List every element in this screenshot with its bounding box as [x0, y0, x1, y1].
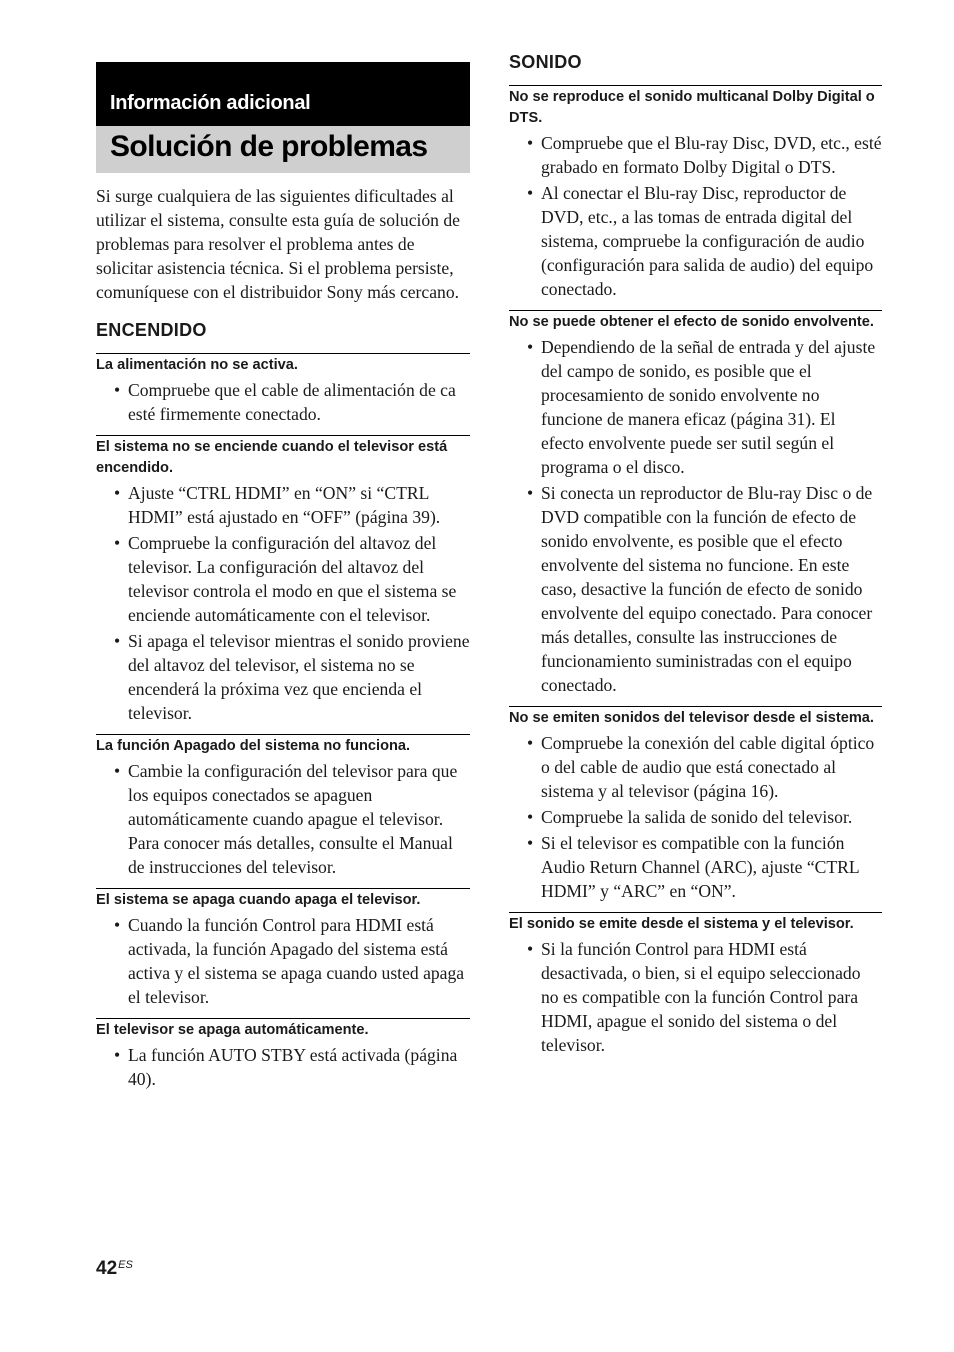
page-number [96, 1258, 133, 1280]
problem-block [509, 912, 882, 1057]
left-column [96, 62, 470, 1100]
solution-item: • Si la función Control para HDMI está desactivada, o bien, si el equipo seleccionado no es compatible con la función Control para HDMI, apague el sonido del sistema o del televisor. [509, 937, 882, 1057]
solution-item: • Compruebe la conexión del cable digital óptico o del cable de audio que está conectado al sistema y al televisor (página 16). [509, 731, 882, 803]
solution-item: • Cambie la configuración del televisor para que los equipos conectados se apaguen automáticamente cuando apague el televisor. Para conocer más detalles, consulte el Manual de instrucciones del televisor. [96, 759, 470, 879]
solution-item: • Si conecta un reproductor de Blu-ray Disc o de DVD compatible con la función de efecto de sonido envolvente, es posible que el efecto envolvente del sistema no funcione. En este caso, desactive la función de efecto de sonido envolvente del equipo conectado. Para conocer más detalles, consulte las instrucciones de funcionamiento suministradas con el equipo conectado. [509, 481, 882, 697]
page-number-value: 42 [96, 1258, 118, 1279]
problem-block [509, 86, 882, 301]
problem-question: No se reproduce el sonido multicanal Dolby Digital o DTS. [509, 89, 875, 126]
problem-question: El sistema se apaga cuando apaga el televisor. [96, 892, 421, 908]
solution-list [509, 131, 882, 301]
sonido-problems [509, 86, 882, 1057]
solution-item: • Compruebe que el cable de alimentación de ca esté firmemente conectado. [96, 378, 470, 426]
problem-question: No se puede obtener el efecto de sonido envolvente. [509, 314, 874, 330]
solution-list [96, 759, 470, 879]
intro-paragraph: Si surge cualquiera de las siguientes dificultades al utilizar el sistema, consulte esta guía de solución de problemas para resolver el problema antes de solicitar asistencia técnica. Si el problema persiste, comuníquese con el distribuidor Sony más cercano. [96, 186, 460, 302]
encendido-heading: ENCENDIDO [96, 320, 207, 340]
problem-question: El sistema no se enciende cuando el televisor está encendido. [96, 439, 448, 476]
problem-question: El televisor se apaga automáticamente. [96, 1022, 369, 1038]
page-title-banner [96, 126, 470, 173]
right-column [509, 52, 882, 1066]
page-language-code: ES [118, 1259, 133, 1271]
solution-item: • Dependiendo de la señal de entrada y del ajuste del campo de sonido, es posible que el procesamiento de sonido envolvente no funcione de manera eficaz (página 31). El efecto envolvente puede ser sutil según el programa o el disco. [509, 335, 882, 479]
solution-list [509, 731, 882, 903]
solution-list [96, 913, 470, 1009]
solution-list [509, 335, 882, 697]
solution-list [96, 1043, 470, 1091]
problem-block [509, 310, 882, 697]
solution-item: • Compruebe la salida de sonido del televisor. [509, 805, 882, 829]
problem-block [96, 354, 470, 426]
encendido-problems [96, 354, 470, 1091]
sonido-heading-wrap [509, 52, 882, 86]
encendido-heading-wrap [96, 320, 470, 354]
solution-item: • Si el televisor es compatible con la función Audio Return Channel (ARC), ajuste “CTRL HDMI” y “ARC” en “ON”. [509, 831, 882, 903]
solution-item: • La función AUTO STBY está activada (página 40). [96, 1043, 470, 1091]
solution-item: • Compruebe que el Blu-ray Disc, DVD, etc., esté grabado en formato Dolby Digital o DTS. [509, 131, 882, 179]
problem-question: La alimentación no se activa. [96, 357, 298, 373]
solution-list [96, 378, 470, 426]
solution-item: • Compruebe la configuración del altavoz del televisor. La configuración del altavoz del televisor controla el modo en que el sistema se enciende automáticamente con el televisor. [96, 531, 470, 627]
problem-block [96, 435, 470, 725]
solution-item: • Al conectar el Blu-ray Disc, reproductor de DVD, etc., a las tomas de entrada digital del sistema, compruebe la configuración de audio (configuración para salida de audio) del equipo conectado. [509, 181, 882, 301]
solution-item: • Si apaga el televisor mientras el sonido proviene del altavoz del televisor, el sistema no se encenderá la próxima vez que encienda el televisor. [96, 629, 470, 725]
problem-question: No se emiten sonidos del televisor desde el sistema. [509, 710, 874, 726]
solution-item: • Ajuste “CTRL HDMI” en “ON” si “CTRL HDMI” está ajustado en “OFF” (página 39). [96, 481, 470, 529]
problem-block [96, 734, 470, 879]
section-header [96, 62, 470, 126]
page-title: Solución de problemas [110, 130, 428, 163]
problem-block [96, 888, 470, 1009]
solution-list [509, 937, 882, 1057]
section-name: Información adicional [110, 92, 311, 114]
solution-list [96, 481, 470, 725]
problem-block [509, 706, 882, 903]
problem-question: La función Apagado del sistema no funciona. [96, 738, 411, 754]
problem-question: El sonido se emite desde el sistema y el televisor. [509, 916, 854, 932]
problem-block [96, 1018, 470, 1091]
solution-item: • Cuando la función Control para HDMI está activada, la función Apagado del sistema está activa y el sistema se apaga cuando usted apaga el televisor. [96, 913, 470, 1009]
sonido-heading: SONIDO [509, 52, 582, 72]
